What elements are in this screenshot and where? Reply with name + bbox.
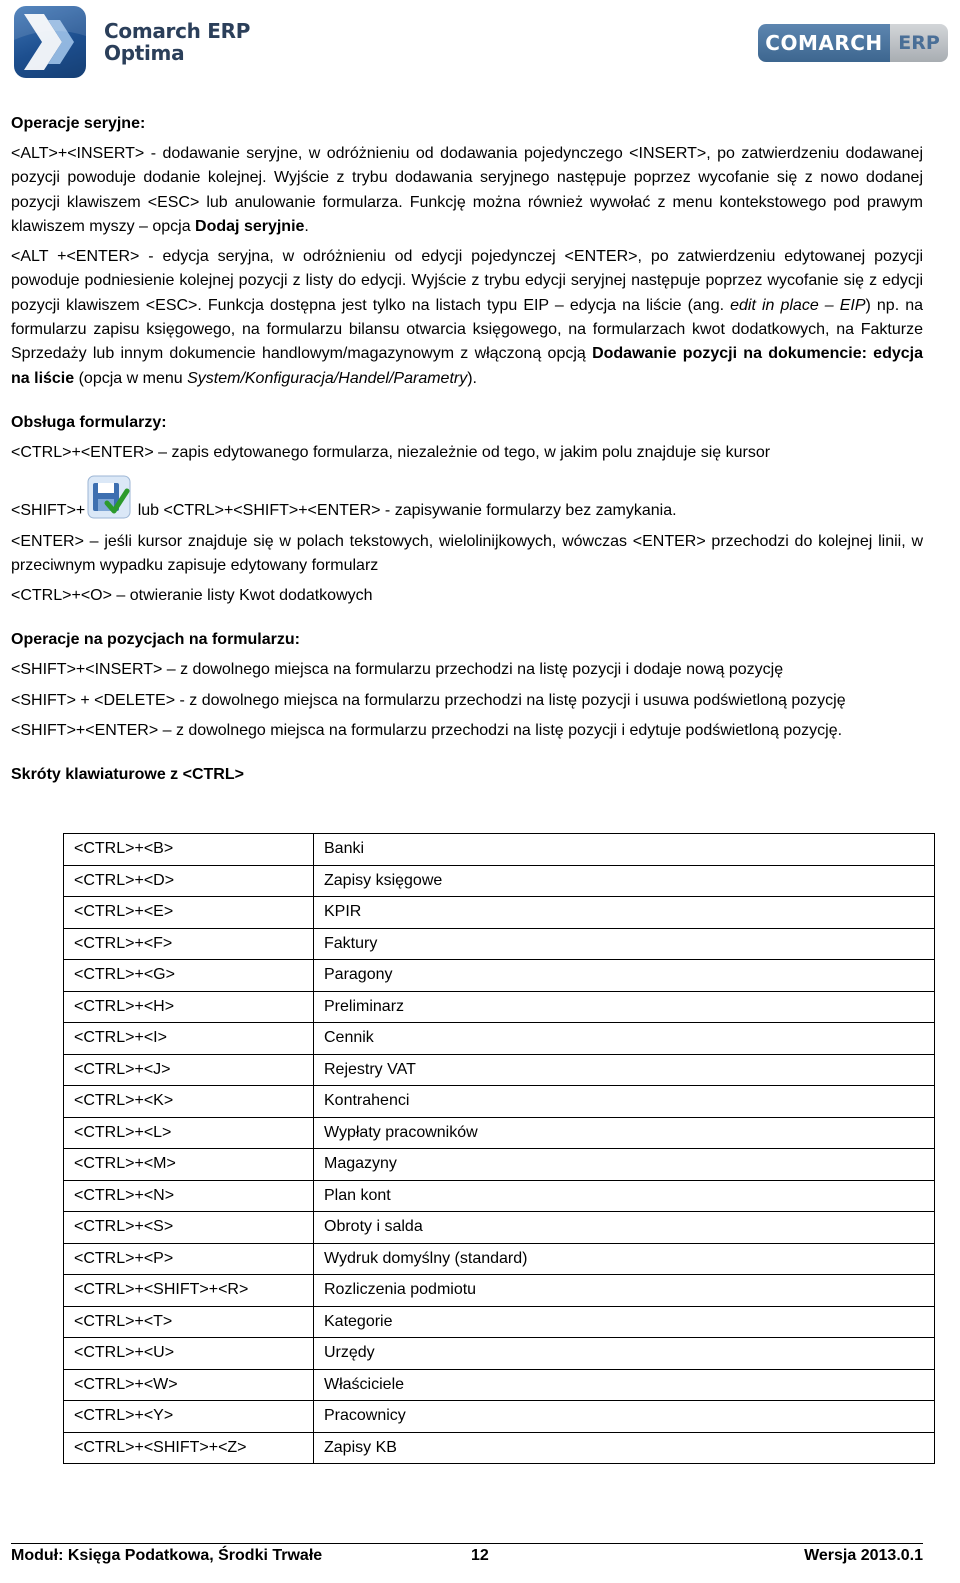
section-title-serial-ops: Operacje seryjne: xyxy=(11,115,146,132)
shortcut-key-cell: <CTRL>+<J> xyxy=(64,1054,314,1086)
shortcut-key-cell: <CTRL>+<T> xyxy=(64,1306,314,1338)
paragraph-enter: <ENTER> – jeśli kursor znajduje się w polach tekstowych, wielolinijkowych, wówczas <ENTER> przechodzi do kolejnej linii, w przeciwnym wypadku zapisuje edytowany formularz xyxy=(11,532,923,574)
table-row xyxy=(64,834,935,866)
shortcut-target-cell: Pracownicy xyxy=(314,1401,935,1433)
shortcut-key-cell: <CTRL>+<Y> xyxy=(64,1401,314,1433)
paragraph-shift-delete: <SHIFT> + <DELETE> - z dowolnego miejsca na formularzu przechodzi na listę pozycji i usuwa podświetloną pozycję xyxy=(11,691,846,709)
footer-page-number: 12 xyxy=(471,1547,489,1564)
comarch-erp-logo xyxy=(758,24,948,62)
text-fragment: ). xyxy=(467,369,477,387)
shortcut-key-cell: <CTRL>+<K> xyxy=(64,1086,314,1118)
table-row xyxy=(64,1086,935,1118)
italic-menu-path: System/Konfiguracja/Handel/Parametry xyxy=(187,369,468,387)
shortcut-target-cell: Magazyny xyxy=(314,1149,935,1181)
shortcut-target-cell: Faktury xyxy=(314,928,935,960)
shortcut-target-cell: Rozliczenia podmiotu xyxy=(314,1275,935,1307)
shortcut-target-cell: Zapisy KB xyxy=(314,1432,935,1464)
paragraph-ctrl-o: <CTRL>+<O> – otwieranie listy Kwot dodatkowych xyxy=(11,587,373,605)
shortcut-key-cell: <CTRL>+<E> xyxy=(64,897,314,929)
table-row xyxy=(64,960,935,992)
logo-line-2: Optima xyxy=(104,41,185,65)
ctrl-shortcuts-table xyxy=(63,833,935,1464)
table-row xyxy=(64,1243,935,1275)
shortcut-key-cell: <CTRL>+<SHIFT>+<R> xyxy=(64,1275,314,1307)
logo-right-main: COMARCH xyxy=(758,24,890,62)
paragraph-shift-enter: <SHIFT>+<ENTER> – z dowolnego miejsca na formularzu przechodzi na listę pozycji i edytuje podświetloną pozycję. xyxy=(11,722,843,740)
shortcut-key-cell: <CTRL>+<L> xyxy=(64,1117,314,1149)
shortcut-target-cell: Cennik xyxy=(314,1023,935,1055)
table-row xyxy=(64,1306,935,1338)
logo-line-1: Comarch ERP xyxy=(104,19,251,43)
shortcut-target-cell: Kontrahenci xyxy=(314,1086,935,1118)
paragraph-serial-edit xyxy=(11,245,923,391)
table-row xyxy=(64,1338,935,1370)
shortcut-target-cell: Właściciele xyxy=(314,1369,935,1401)
shortcut-key-cell: <CTRL>+<H> xyxy=(64,991,314,1023)
paragraph-shift-insert: <SHIFT>+<INSERT> – z dowolnego miejsca na formularzu przechodzi na listę pozycji i dodaje nową pozycję xyxy=(11,661,784,679)
section-title-positions: Operacje na pozycjach na formularzu: xyxy=(11,631,300,649)
shortcut-key-cell: <CTRL>+<D> xyxy=(64,865,314,897)
text-fragment: (opcja w menu xyxy=(74,369,188,387)
bold-option-name: Dodawanie pozycji na dokumencie: edycja na liście xyxy=(11,345,923,387)
text-fragment: . xyxy=(304,217,309,235)
shortcut-target-cell: KPIR xyxy=(314,897,935,929)
footer-module: Moduł: Księga Podatkowa, Środki Trwałe xyxy=(11,1547,323,1564)
shortcut-key-cell: <CTRL>+<B> xyxy=(64,834,314,866)
text-fragment: <SHIFT>+ xyxy=(11,502,86,520)
table-row xyxy=(64,1275,935,1307)
section-title-forms: Obsługa formularzy: xyxy=(11,413,167,431)
table-row xyxy=(64,1212,935,1244)
table-row xyxy=(64,1117,935,1149)
shortcut-key-cell: <CTRL>+<N> xyxy=(64,1180,314,1212)
text-fragment: <ALT>+<INSERT> - dodawanie seryjne, w odróżnieniu od dodawania pojedynczego <INSERT>, po zatwierdzeniu dodawanej pozycji powoduje dodanie kolejnej. Wyjście z trybu dodawania seryjnego następuje poprzez wycofanie się z nowo dodanej pozycji klawiszem <ESC> lub anulowanie formularza. Funkcję można również wywołać z menu kontekstowego pod prawym klawiszem myszy – opcja xyxy=(11,145,923,235)
shortcut-target-cell: Paragony xyxy=(314,960,935,992)
paragraph-serial-add xyxy=(11,142,923,239)
text-fragment: ) np. na formularzu zapisu księgowego, na formularzu bilansu otwarcia księgowego, na formularzach kwot dodatkowych, na Fakturze Sprzedaży lub innym dokumencie handlowym/magazynowym z włączoną opcją xyxy=(11,296,924,363)
shortcut-key-cell: <CTRL>+<G> xyxy=(64,960,314,992)
table-row xyxy=(64,928,935,960)
table-row xyxy=(64,1054,935,1086)
logo-right-tag: ERP xyxy=(890,24,948,62)
shortcut-target-cell: Banki xyxy=(314,834,935,866)
shortcut-key-cell: <CTRL>+<P> xyxy=(64,1243,314,1275)
shortcut-target-cell: Urzędy xyxy=(314,1338,935,1370)
shortcut-key-cell: <CTRL>+<SHIFT>+<Z> xyxy=(64,1432,314,1464)
page-header xyxy=(0,0,960,90)
table-row xyxy=(64,1180,935,1212)
shortcut-key-cell: <CTRL>+<U> xyxy=(64,1338,314,1370)
footer-version: Wersja 2013.0.1 xyxy=(804,1547,923,1564)
paragraph-shift-save xyxy=(11,475,923,523)
shortcut-key-cell: <CTRL>+<W> xyxy=(64,1369,314,1401)
table-row xyxy=(64,1369,935,1401)
document-body xyxy=(11,112,923,793)
footer-divider xyxy=(11,1543,923,1544)
table-row xyxy=(64,1401,935,1433)
section-title-ctrl-shortcuts: Skróty klawiaturowe z <CTRL> xyxy=(11,766,244,784)
shortcut-target-cell: Rejestry VAT xyxy=(314,1054,935,1086)
logo-wordmark xyxy=(104,20,250,64)
shortcut-target-cell: Wydruk domyślny (standard) xyxy=(314,1243,935,1275)
table-row xyxy=(64,1149,935,1181)
italic-term: edit in place – EIP xyxy=(730,296,866,314)
text-fragment: lub <CTRL>+<SHIFT>+<ENTER> - zapisywanie formularzy bez zamykania. xyxy=(133,502,677,520)
shortcut-target-cell: Wypłaty pracowników xyxy=(314,1117,935,1149)
shortcut-key-cell: <CTRL>+<F> xyxy=(64,928,314,960)
table-row xyxy=(64,1432,935,1464)
shortcut-target-cell: Plan kont xyxy=(314,1180,935,1212)
optima-logo-icon xyxy=(14,6,86,78)
paragraph-ctrl-enter: <CTRL>+<ENTER> – zapis edytowanego formularza, niezależnie od tego, w jakim polu znajduje się kursor xyxy=(11,443,771,461)
shortcut-target-cell: Kategorie xyxy=(314,1306,935,1338)
text-fragment: <ALT +<ENTER> - edycja seryjna, w odróżnieniu od edycji pojedynczej <ENTER>, po zatwierdzeniu edytowanej pozycji powoduje podniesienie kolejnej pozycji z listy do edycji. Wyjście z trybu edycji seryjnej następuje poprzez wycofanie się z edycji pozycji klawiszem <ESC>. Funkcja dostępna jest tylko na listach typu EIP – edycja na liście (ang. xyxy=(11,248,923,314)
shortcut-key-cell: <CTRL>+<I> xyxy=(64,1023,314,1055)
shortcut-target-cell: Preliminarz xyxy=(314,991,935,1023)
shortcut-key-cell: <CTRL>+<S> xyxy=(64,1212,314,1244)
table-row xyxy=(64,897,935,929)
table-row xyxy=(64,1023,935,1055)
save-icon xyxy=(87,475,131,519)
shortcut-key-cell: <CTRL>+<M> xyxy=(64,1149,314,1181)
table-row xyxy=(64,991,935,1023)
page-footer xyxy=(11,1547,923,1571)
shortcut-target-cell: Zapisy księgowe xyxy=(314,865,935,897)
shortcut-target-cell: Obroty i salda xyxy=(314,1212,935,1244)
table-row xyxy=(64,865,935,897)
bold-option-name: Dodaj seryjnie xyxy=(195,217,305,235)
comarch-erp-optima-logo xyxy=(14,6,250,78)
